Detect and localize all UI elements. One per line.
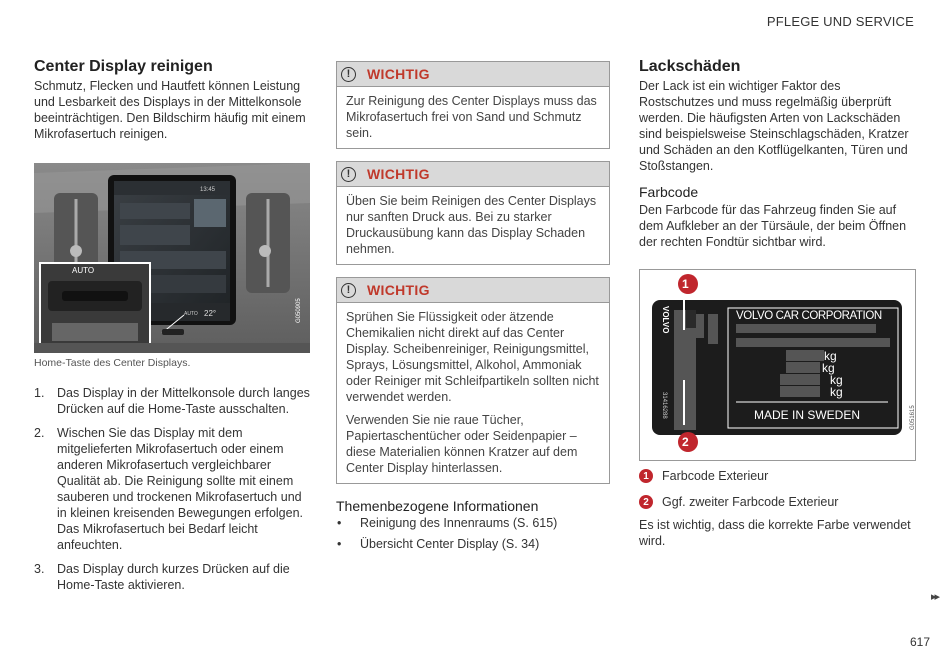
- legend-number: 2: [639, 495, 653, 509]
- section-title-lackschaeden: Lackschäden: [639, 58, 741, 75]
- warning-text: Verwenden Sie nie raue Tücher, Papiertaschentücher oder Seidenpapier – diese Materialien können Kratzer auf dem Center Display hinterlassen.: [346, 413, 578, 475]
- sticker-corporation: VOLVO CAR CORPORATION: [736, 310, 882, 322]
- screen-clock: 13:45: [200, 187, 216, 193]
- sticker-kg-1: kg: [824, 349, 837, 363]
- warning-header: [337, 278, 609, 303]
- cleaning-steps: [34, 385, 310, 593]
- marker-2: 2: [682, 435, 689, 449]
- column-warnings: [336, 61, 610, 557]
- warning-title: WICHTIG: [367, 66, 430, 82]
- column-lackschaeden: [639, 58, 916, 549]
- figure-code: G051615: [910, 405, 916, 430]
- screen-auto-label: AUTO: [184, 311, 198, 317]
- warning-title: WICHTIG: [367, 166, 430, 182]
- step-text: Das Display durch kurzes Drücken auf die Home-Taste aktivieren.: [57, 562, 290, 592]
- warning-body: [337, 87, 609, 148]
- warning-box: [336, 277, 610, 484]
- page-number: 617: [909, 635, 930, 649]
- legend-item: [639, 469, 916, 483]
- related-link-innenraum[interactable]: • Reinigung des Innenraums (S. 615): [337, 516, 558, 530]
- sticker-brand-vertical: VOLVO: [661, 306, 670, 334]
- warning-box: [336, 61, 610, 149]
- warning-body: [337, 187, 609, 264]
- sticker-serial-vertical: 31416288: [661, 392, 667, 419]
- photo-caption: Home-Taste des Center Displays.: [34, 357, 191, 369]
- step-number: 3.: [34, 562, 45, 576]
- color-note: Es ist wichtig, dass die korrekte Farbe verwendet wird.: [639, 518, 911, 548]
- warning-text: Sprühen Sie Flüssigkeit oder ätzende Chemikalien nicht direkt auf das Center Display. Scheibenreiniger, Reinigungsmittel, Sprays, Lösungsmittel, Alkohol, Ammoniak oder Reiniger mit Schleifpartikeln sollten nicht verwendet werden.: [346, 310, 599, 404]
- related-info-list: [336, 515, 610, 552]
- color-code-label-figure: [639, 269, 916, 461]
- screen-temperature: 22°: [204, 309, 217, 318]
- sticker-kg-4: kg: [830, 385, 843, 399]
- marker-1: 1: [682, 277, 689, 291]
- step-text: Wischen Sie das Display mit dem mitgelieferten Mikrofasertuch oder einem anderen Mikrofasertuch vergleichbarer Qualität ab. Die Reinigung sollte mit einem sauberen und trockenen Mikrofasertuch und in kleinen kreisenden Bewegungen erfolgen. Das Mikrofasertuch bei Bedarf leicht anfeuchten.: [57, 426, 304, 552]
- sticker-kg-3: kg: [830, 373, 843, 387]
- exclamation-icon: !: [341, 67, 356, 82]
- page-header-title: PFLEGE UND SERVICE: [766, 14, 914, 29]
- next-page-arrow-icon: ▸▸: [930, 591, 938, 603]
- related-info-title: Themenbezogene Informationen: [336, 498, 539, 514]
- list-item: [34, 425, 310, 553]
- warning-body: [337, 303, 609, 483]
- list-item: [34, 561, 310, 593]
- farbcode-text: Den Farbcode für das Fahrzeug finden Sie auf dem Aufkleber an der Türsäule, der beim Öffnen der rechten Fondtür sichtbar wird.: [639, 203, 907, 249]
- step-number: 2.: [34, 426, 45, 440]
- sticker-made-in: MADE IN SWEDEN: [754, 408, 861, 422]
- dashboard-illustration: [34, 163, 310, 353]
- legend-item: [639, 495, 916, 509]
- lackschaeden-intro: Der Lack ist ein wichtiger Faktor des Rostschutzes und muss regelmäßig überprüft werden. Die häufigsten Arten von Lackschäden sind beispielsweise Steinschlagschäden, Kratzer und Schäden an den Kotflügelkanten, Türen und Stoßstangen.: [639, 79, 909, 173]
- warning-text: Üben Sie beim Reinigen des Center Displays nur sanften Druck aus. Bei zu starker Druckausübung kann das Display Schaden nehmen.: [346, 194, 597, 256]
- exclamation-icon: !: [341, 167, 356, 182]
- sticker-illustration: [640, 270, 915, 460]
- warning-box: [336, 161, 610, 265]
- legend-text: Ggf. zweiter Farbcode Exterieur: [662, 495, 839, 509]
- warning-title: WICHTIG: [367, 282, 430, 298]
- step-text: Das Display in der Mittelkonsole durch langes Drücken auf die Home-Taste ausschalten.: [57, 386, 310, 416]
- warning-text: Zur Reinigung des Center Displays muss das Mikrofasertuch frei von Sand und Schmutz sein.: [346, 94, 597, 140]
- legend-text: Farbcode Exterieur: [662, 469, 769, 483]
- column-center-display: [34, 58, 310, 601]
- photo-code: G050905: [296, 298, 302, 323]
- center-display-photo: [34, 163, 310, 353]
- legend-number: 1: [639, 469, 653, 483]
- inset-auto-label: AUTO: [72, 266, 95, 275]
- warning-header: [337, 62, 609, 87]
- center-display-intro: Schmutz, Flecken und Hautfett können Leistung und Lesbarkeit des Displays in der Mittelkonsole beeinträchtigen. Den Bildschirm häufig mit einem Mikrofasertuch reinigen.: [34, 79, 306, 141]
- farbcode-title: Farbcode: [639, 184, 699, 200]
- warning-header: [337, 162, 609, 187]
- step-number: 1.: [34, 386, 45, 400]
- list-item: [34, 385, 310, 417]
- related-link-center-display[interactable]: • Übersicht Center Display (S. 34): [337, 537, 540, 551]
- sticker-kg-2: kg: [822, 361, 835, 375]
- exclamation-icon: !: [341, 283, 356, 298]
- section-title-center-display: Center Display reinigen: [34, 58, 213, 75]
